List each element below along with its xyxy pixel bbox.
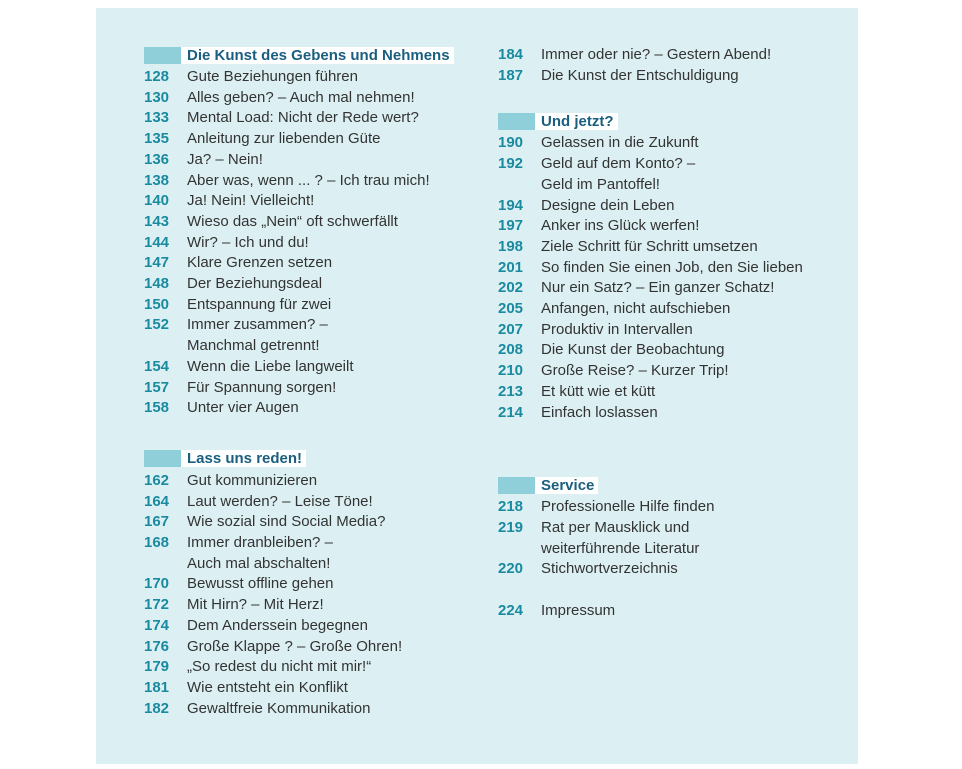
entry-title: Wenn die Liebe langweilt bbox=[187, 357, 354, 375]
page-number: 213 bbox=[498, 382, 524, 400]
toc-entry[interactable] bbox=[498, 216, 843, 237]
section-spacer bbox=[498, 86, 843, 111]
section-marker-bar bbox=[498, 477, 535, 494]
section-title: Die Kunst des Gebens und Nehmens bbox=[181, 47, 454, 64]
entry-title: Immer dranbleiben? – Auch mal abschalten! bbox=[187, 534, 333, 572]
entry-title: Anleitung zur liebenden Güte bbox=[187, 130, 381, 148]
toc-entry[interactable] bbox=[144, 492, 474, 513]
entry-title: Laut werden? – Leise Töne! bbox=[187, 492, 373, 510]
toc-entry[interactable] bbox=[144, 129, 474, 150]
entry-title: Einfach loslassen bbox=[541, 403, 658, 421]
entry-title: Anfangen, nicht aufschieben bbox=[541, 300, 731, 318]
toc-continued-entries bbox=[498, 45, 843, 86]
page-number: 170 bbox=[144, 575, 170, 593]
page-number: 144 bbox=[144, 233, 170, 251]
page-number: 176 bbox=[144, 637, 170, 655]
toc-entry[interactable] bbox=[144, 378, 474, 399]
entry-title: Für Spannung sorgen! bbox=[187, 378, 337, 396]
page-number: 182 bbox=[144, 699, 170, 717]
page-number: 174 bbox=[144, 616, 170, 634]
page-number: 143 bbox=[144, 212, 170, 230]
page-number: 147 bbox=[144, 254, 170, 272]
page-number: 208 bbox=[498, 341, 524, 359]
section-heading bbox=[144, 45, 474, 65]
entry-title: Anker ins Glück werfen! bbox=[541, 217, 700, 235]
entry-title: Rat per Mausklick und weiterführende Literatur bbox=[541, 518, 700, 557]
entry-title: Der Beziehungsdeal bbox=[187, 275, 323, 293]
entry-title: Immer oder nie? – Gestern Abend! bbox=[541, 46, 772, 63]
entry-title: Unter vier Augen bbox=[187, 399, 299, 417]
page-number: 172 bbox=[144, 596, 170, 614]
entry-title: Stichwortverzeichnis bbox=[541, 560, 678, 578]
toc-right-column bbox=[498, 45, 843, 622]
entry-title: Et kütt wie et kütt bbox=[541, 382, 656, 400]
toc-entry[interactable] bbox=[144, 471, 474, 492]
section-title: Lass uns reden! bbox=[181, 450, 306, 467]
entry-title: Gelassen in die Zukunft bbox=[541, 134, 699, 152]
entry-title: Nur ein Satz? – Ein ganzer Schatz! bbox=[541, 279, 775, 297]
toc-entry[interactable] bbox=[498, 497, 843, 518]
toc-entry[interactable] bbox=[144, 595, 474, 616]
page-number: 154 bbox=[144, 357, 170, 375]
entry-title: Ja! Nein! Vielleicht! bbox=[187, 192, 315, 210]
page-number: 138 bbox=[144, 171, 170, 189]
page-number: 192 bbox=[498, 155, 524, 173]
page-number: 152 bbox=[144, 316, 170, 334]
entry-title: Wie sozial sind Social Media? bbox=[187, 513, 386, 531]
section-marker-bar bbox=[498, 113, 535, 130]
section-title: Service bbox=[535, 477, 598, 494]
entry-title: Ja? – Nein! bbox=[187, 150, 263, 168]
entry-title: Entspannung für zwei bbox=[187, 295, 332, 313]
page-number: 220 bbox=[498, 560, 524, 578]
toc-entry[interactable] bbox=[144, 398, 474, 419]
toc-entry[interactable] bbox=[498, 66, 843, 87]
toc-entry[interactable] bbox=[498, 518, 843, 559]
toc-entry-impressum[interactable] bbox=[498, 601, 843, 622]
toc-entry[interactable] bbox=[144, 253, 474, 274]
toc-entry[interactable] bbox=[498, 382, 843, 403]
toc-entry[interactable] bbox=[144, 191, 474, 212]
toc-entry[interactable] bbox=[144, 357, 474, 378]
entry-title: Geld auf dem Konto? – Geld im Pantoffel! bbox=[541, 155, 696, 193]
entry-title: Dem Anderssein begegnen bbox=[187, 616, 368, 634]
page-number: 198 bbox=[498, 237, 524, 255]
toc-entry[interactable] bbox=[498, 320, 843, 341]
entry-title: Immer zusammen? – Manchmal getrennt! bbox=[187, 316, 328, 355]
toc-entry[interactable] bbox=[144, 233, 474, 254]
toc-entry[interactable] bbox=[144, 108, 474, 129]
toc-entry[interactable] bbox=[144, 637, 474, 658]
page-number: 164 bbox=[144, 492, 170, 510]
toc-entry[interactable] bbox=[144, 574, 474, 595]
page-number: 201 bbox=[498, 258, 524, 276]
toc-entry[interactable] bbox=[144, 616, 474, 637]
toc-entry[interactable] bbox=[498, 45, 843, 66]
page-number: 130 bbox=[144, 88, 170, 106]
entry-title: Bewusst offline gehen bbox=[187, 575, 334, 593]
page-number: 184 bbox=[498, 46, 524, 63]
entry-title: Aber was, wenn ... ? – Ich trau mich! bbox=[187, 171, 430, 189]
page-number: 210 bbox=[498, 362, 524, 380]
toc-entry[interactable] bbox=[498, 258, 843, 279]
entry-title: Wir? – Ich und du! bbox=[187, 233, 309, 251]
toc-entry[interactable] bbox=[498, 237, 843, 258]
toc-entry[interactable] bbox=[144, 678, 474, 699]
page-number: 190 bbox=[498, 134, 524, 152]
entry-title: Mit Hirn? – Mit Herz! bbox=[187, 596, 324, 614]
toc-entry[interactable] bbox=[498, 278, 843, 299]
toc-entry[interactable] bbox=[498, 299, 843, 320]
page-number: 179 bbox=[144, 658, 170, 676]
section-spacer bbox=[498, 580, 843, 601]
entry-title: Wieso das „Nein“ oft schwerfällt bbox=[187, 212, 398, 230]
section-title: Und jetzt? bbox=[535, 113, 618, 130]
page-number: 205 bbox=[498, 300, 524, 318]
page-number: 148 bbox=[144, 275, 170, 293]
page-number: 214 bbox=[498, 403, 524, 421]
toc-entry[interactable] bbox=[498, 559, 843, 580]
page-number: 194 bbox=[498, 196, 524, 214]
entry-title: Produktiv in Intervallen bbox=[541, 320, 693, 338]
entry-title: Wie entsteht ein Konflikt bbox=[187, 678, 348, 696]
entry-title: Gut kommunizieren bbox=[187, 471, 318, 489]
section-marker-bar bbox=[144, 47, 181, 64]
section-spacer bbox=[498, 423, 843, 475]
toc-entry[interactable] bbox=[498, 196, 843, 217]
entry-title: Große Klappe ? – Große Ohren! bbox=[187, 637, 403, 655]
toc-entry[interactable] bbox=[144, 657, 474, 678]
entry-title: Gute Beziehungen führen bbox=[187, 68, 358, 85]
toc-section bbox=[144, 449, 474, 719]
toc-entry[interactable] bbox=[498, 340, 843, 361]
toc-entry[interactable] bbox=[144, 315, 474, 356]
entry-title: Klare Grenzen setzen bbox=[187, 254, 333, 272]
section-heading bbox=[498, 475, 843, 495]
page-number: 140 bbox=[144, 192, 170, 210]
page-number: 197 bbox=[498, 217, 524, 235]
entry-title: Alles geben? – Auch mal nehmen! bbox=[187, 88, 415, 106]
toc-entry[interactable] bbox=[498, 154, 843, 195]
toc-entry[interactable] bbox=[144, 295, 474, 316]
entry-title: So finden Sie einen Job, den Sie lieben bbox=[541, 258, 803, 276]
toc-entry[interactable] bbox=[144, 512, 474, 533]
page-number: 224 bbox=[498, 602, 524, 620]
page-number: 207 bbox=[498, 320, 524, 338]
page-number: 128 bbox=[144, 68, 170, 85]
page-number: 150 bbox=[144, 295, 170, 313]
toc-entry[interactable] bbox=[498, 361, 843, 382]
page-number: 167 bbox=[144, 513, 170, 531]
page-number: 162 bbox=[144, 471, 170, 489]
toc-entry[interactable] bbox=[498, 133, 843, 154]
page-number: 187 bbox=[498, 66, 524, 84]
toc-section bbox=[498, 475, 843, 580]
entry-title: Impressum bbox=[541, 602, 616, 620]
entry-title: „So redest du nicht mit mir!“ bbox=[187, 658, 372, 676]
toc-section bbox=[144, 45, 474, 419]
section-heading bbox=[144, 449, 474, 469]
toc-entry[interactable] bbox=[144, 150, 474, 171]
entry-title: Mental Load: Nicht der Rede wert? bbox=[187, 109, 419, 127]
page-number: 158 bbox=[144, 399, 170, 417]
page-number: 135 bbox=[144, 130, 170, 148]
toc-entry[interactable] bbox=[144, 212, 474, 233]
page-number: 202 bbox=[498, 279, 524, 297]
toc-entry[interactable] bbox=[144, 67, 474, 88]
toc-entry[interactable] bbox=[144, 533, 474, 574]
entry-title: Die Kunst der Entschuldigung bbox=[541, 66, 739, 84]
section-heading bbox=[498, 111, 843, 131]
toc-left-column bbox=[144, 45, 474, 719]
toc-entry[interactable] bbox=[144, 274, 474, 295]
page-number: 219 bbox=[498, 518, 524, 536]
page-number: 218 bbox=[498, 498, 524, 516]
page-number: 157 bbox=[144, 378, 170, 396]
entry-title: Ziele Schritt für Schritt umsetzen bbox=[541, 237, 758, 255]
toc-entry[interactable] bbox=[144, 699, 474, 720]
page-number: 181 bbox=[144, 678, 170, 696]
page-number: 133 bbox=[144, 109, 170, 127]
toc-entry[interactable] bbox=[498, 403, 843, 424]
toc-entry[interactable] bbox=[144, 171, 474, 192]
page-number: 168 bbox=[144, 534, 170, 552]
entry-title: Professionelle Hilfe finden bbox=[541, 498, 715, 516]
page-number: 136 bbox=[144, 150, 170, 168]
entry-title: Große Reise? – Kurzer Trip! bbox=[541, 362, 729, 380]
toc-entry[interactable] bbox=[144, 88, 474, 109]
entry-title: Designe dein Leben bbox=[541, 196, 675, 214]
section-spacer bbox=[144, 419, 474, 449]
entry-title: Gewaltfreie Kommunikation bbox=[187, 699, 371, 717]
toc-section bbox=[498, 111, 843, 423]
entry-title: Die Kunst der Beobachtung bbox=[541, 341, 725, 359]
section-marker-bar bbox=[144, 450, 181, 467]
